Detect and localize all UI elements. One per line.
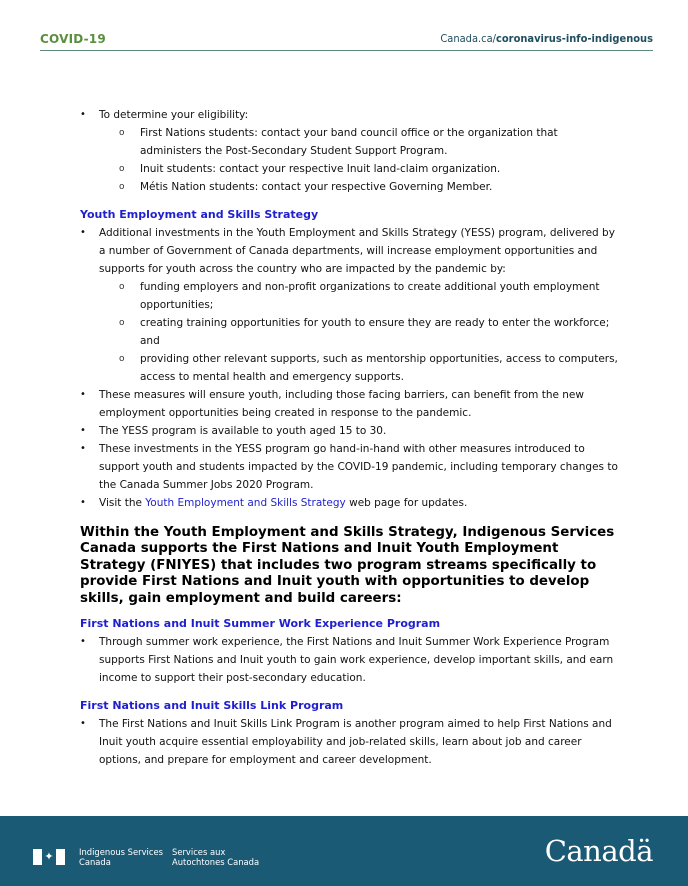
page-header [40, 28, 653, 51]
yess-page-link[interactable]: Youth Employment and Skills Strategy [145, 497, 346, 509]
bullet-icon: • [80, 389, 86, 400]
section-title-yess: Youth Employment and Skills Strategy [80, 208, 319, 221]
department-name-fr-line1: Services aux [172, 847, 226, 857]
summer-text: Through summer work experience, the First Nations and Inuit Summer Work Experience Program supports First Nations and Inuit youth to gain work experience, develop important skills, and earn income to support their post-secondary education. [99, 636, 614, 685]
eligibility-item: Inuit students: contact your respective Inuit land-claim organization. [140, 163, 501, 175]
skills-list [80, 715, 620, 769]
header-title: COVID-19 [40, 32, 106, 46]
department-name-en-line2: Canada [79, 857, 111, 867]
yess-bullet-text: These measures will ensure youth, including those facing barriers, can benefit from the new employment opportunities being created in response to the pandemic. [99, 389, 584, 419]
eligibility-item: Métis Nation students: contact your respective Governing Member. [140, 181, 493, 193]
list-item [80, 124, 620, 160]
list-item [80, 422, 620, 440]
yess-bullet-text: The YESS program is available to youth aged 15 to 30. [99, 425, 387, 437]
department-name-en [79, 847, 163, 867]
list-item [80, 440, 620, 494]
header-url-prefix: Canada.ca/ [440, 32, 497, 45]
circle-bullet-icon: o [119, 164, 125, 174]
circle-bullet-icon: o [119, 318, 125, 328]
yess-sub-item: providing other relevant supports, such as mentorship opportunities, access to computers, access to mental health and emergency supports. [140, 353, 618, 383]
bullet-icon: • [80, 227, 86, 238]
yess-list [80, 224, 620, 512]
circle-bullet-icon: o [119, 354, 125, 364]
main-content [80, 106, 620, 769]
list-item [80, 633, 620, 687]
canada-wordmark-logo [545, 834, 653, 868]
list-item [80, 386, 620, 422]
yess-visit-prefix: Visit the [99, 497, 146, 509]
circle-bullet-icon: o [119, 182, 125, 192]
list-item [80, 715, 620, 769]
list-item [80, 350, 620, 386]
eligibility-lead: To determine your eligibility: [99, 109, 249, 121]
section-title-skills: First Nations and Inuit Skills Link Program [80, 699, 344, 713]
yess-bullet-text: These investments in the YESS program go hand-in-hand with other measures introduced to support youth and students impacted by the COVID-19 pandemic, including temporary changes to the Canada Summer Jobs 2020 Program. [99, 443, 618, 491]
header-url-path: coronavirus-info-indigenous [496, 32, 653, 45]
circle-bullet-icon: o [119, 282, 125, 292]
department-name-fr [172, 847, 259, 867]
list-item [80, 314, 620, 350]
list-item [80, 160, 620, 178]
eligibility-list [80, 106, 620, 196]
list-item [80, 178, 620, 196]
bullet-icon: • [80, 718, 86, 730]
department-name-en-line1: Indigenous Services [79, 847, 163, 857]
skills-text: The First Nations and Inuit Skills Link Program is another program aimed to help First Nations and Inuit youth acquire essential employability and job-related skills, learn about job and career options, and prepare for employment and career development. [99, 718, 612, 767]
bullet-icon: • [80, 443, 86, 454]
summer-list [80, 633, 620, 687]
fniyes-intro: Within the Youth Employment and Skills Strategy, Indigenous Services Canada supports the First Nations and Inuit Youth Employment Strategy (FNIYES) that includes two program streams specifically to provide First Nations and Inuit youth with opportunities to develop skills, gain employment and build careers: [80, 525, 615, 606]
bullet-icon: • [80, 636, 86, 648]
header-url[interactable] [440, 32, 653, 45]
yess-visit-suffix: web page for updates. [345, 497, 468, 509]
yess-bullet-text: Additional investments in the Youth Employment and Skills Strategy (YESS) program, delivered by a number of Government of Canada departments, will increase employment opportunities and supports for youth across the country who are impacted by the pandemic by: [99, 227, 615, 275]
circle-bullet-icon: o [119, 128, 125, 138]
list-item [80, 224, 620, 386]
bullet-icon: • [80, 425, 86, 436]
page-footer [0, 816, 688, 886]
section-title-summer: First Nations and Inuit Summer Work Experience Program [80, 617, 441, 631]
canada-flag-icon: ✦ [33, 849, 65, 865]
list-item [80, 494, 620, 512]
list-item [80, 278, 620, 314]
eligibility-item: First Nations students: contact your band council office or the organization that administers the Post-Secondary Student Support Program. [140, 127, 558, 157]
list-item [80, 106, 620, 196]
yess-sub-item: creating training opportunities for youth to ensure they are ready to enter the workforce; and [140, 317, 610, 347]
wordmark-text: Canadä [544, 834, 653, 868]
yess-sub-item: funding employers and non-profit organizations to create additional youth employment opportunities; [140, 281, 600, 311]
bullet-icon: • [80, 109, 86, 120]
bullet-icon: • [80, 497, 86, 508]
department-name-fr-line2: Autochtones Canada [172, 857, 260, 867]
